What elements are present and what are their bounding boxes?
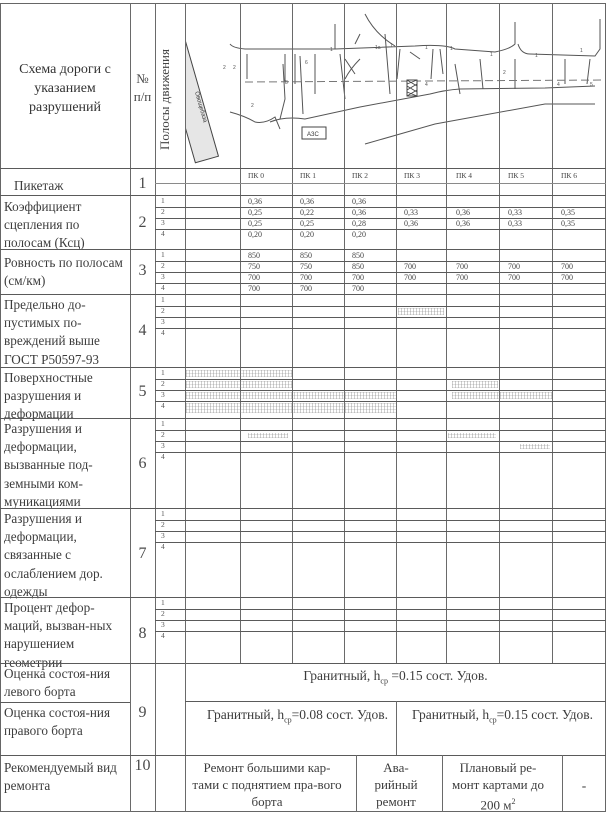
- cell-value: 0,33: [508, 219, 522, 228]
- lane-number: 2: [161, 261, 165, 270]
- lane-line: [155, 531, 606, 532]
- defect-marking: [248, 433, 288, 438]
- row-3-label: Ровность по полосам (см/км): [4, 255, 123, 289]
- col-line: [396, 3, 397, 663]
- cell-value: 700: [508, 273, 520, 282]
- curb-text: =0.15 сост. Удов.: [387, 668, 488, 683]
- col-line: [499, 3, 500, 663]
- lane-number: 2: [161, 430, 165, 439]
- row-line: [0, 755, 606, 756]
- row-7-number: 7: [138, 545, 147, 562]
- lane-number: 2: [161, 207, 165, 216]
- row-line: [0, 702, 130, 703]
- col-line: [344, 3, 345, 663]
- cell-value: 0,25: [248, 208, 262, 217]
- cell-value: 0,20: [352, 230, 366, 239]
- lane-number: 3: [161, 620, 165, 629]
- row-10-number: 10: [134, 757, 151, 774]
- row-2-number: 2: [138, 214, 147, 231]
- cell-value: 750: [248, 262, 260, 271]
- lane-number: 3: [161, 441, 165, 450]
- col-line: [552, 3, 553, 663]
- col-line: [155, 3, 156, 812]
- row-2-label: Коэффициент сцепления по полосам (Ксц): [4, 199, 85, 251]
- cell-value: 0,36: [352, 208, 366, 217]
- row-9-label-left: Оценка состоя-ния левого борта: [4, 666, 111, 700]
- left-curb-assessment: [185, 667, 606, 690]
- road-scheme-map: [185, 4, 605, 166]
- row-10-label: Рекомендуемый вид ремонта: [4, 760, 117, 794]
- cell-value: 700: [404, 273, 416, 282]
- road-edge-top: [230, 14, 600, 56]
- lane-line: [155, 261, 606, 262]
- cell-value: 700: [352, 273, 364, 282]
- svg-text:1a: 1a: [375, 45, 381, 51]
- defect-marking: [186, 392, 396, 399]
- row-5-label: Поверхностные разрушения и деформации: [4, 370, 93, 422]
- lane-number: 2: [161, 520, 165, 529]
- cell-value: 0,36: [404, 219, 418, 228]
- defect-marking: [520, 444, 550, 449]
- right-curb-assessment-b: [405, 706, 600, 729]
- curb-text: =0.08 сост. Удов.: [291, 707, 388, 722]
- cell-value: 0,36: [352, 197, 366, 206]
- defect-marking: [186, 381, 292, 388]
- lane-line: [155, 452, 606, 453]
- row-6-number: 6: [138, 455, 147, 472]
- lane-number: 4: [161, 542, 165, 551]
- defect-marking: [186, 370, 292, 377]
- lane-line: [155, 401, 606, 402]
- cell-value: 700: [300, 284, 312, 293]
- row-9-label-right: Оценка состоя-ния правого борта: [4, 705, 111, 739]
- svg-text:4: 4: [425, 82, 428, 88]
- lane-number: 1: [161, 368, 165, 377]
- picket-3: ПК 3: [404, 171, 421, 180]
- cell-value: 700: [561, 273, 573, 282]
- picket-2: ПК 2: [352, 171, 369, 180]
- col-line: [130, 3, 131, 812]
- repair-recommendation-b: Ава-рийный ремонт: [374, 760, 418, 809]
- cell-value: 0,36: [456, 208, 470, 217]
- col-line: [442, 755, 443, 812]
- svg-text:2: 2: [233, 65, 236, 71]
- curb-text: Гранитный, h: [412, 707, 490, 722]
- cell-value: 850: [300, 251, 312, 260]
- col-line: [292, 3, 293, 663]
- row-5-number: 5: [138, 383, 147, 400]
- lane-line: [155, 272, 606, 273]
- lane-line: [155, 542, 606, 543]
- cell-value: 0,35: [561, 219, 575, 228]
- lane-number: 1: [161, 250, 165, 259]
- cell-value: 0,20: [300, 230, 314, 239]
- col-line: [446, 3, 447, 663]
- row-7-label: Разрушения и деформации, связанные с ослаблением дор. одежды: [4, 511, 103, 599]
- row-4-label: Предельно до-пустимых по-вреждений выше ГОСТ Р50597-93: [4, 297, 100, 367]
- lane-number: 3: [161, 531, 165, 540]
- row-9-number: 9: [138, 704, 147, 721]
- defect-marking: [452, 392, 552, 399]
- right-curb-assessment-a: [200, 706, 395, 729]
- lane-number: 4: [161, 229, 165, 238]
- row-line: [0, 294, 606, 295]
- row-line: [0, 249, 606, 250]
- cell-value: 0,25: [300, 219, 314, 228]
- lane-number: 1: [161, 419, 165, 428]
- lane-number: 2: [161, 609, 165, 618]
- cell-value: 0,36: [300, 197, 314, 206]
- svg-text:1: 1: [330, 47, 333, 53]
- repair-recommendation-c: [448, 759, 548, 813]
- col-line: [185, 3, 186, 663]
- lanes-header: Полосы движения: [157, 49, 172, 150]
- curb-text: =0.15 сост. Удов.: [496, 707, 593, 722]
- cell-value: 850: [248, 251, 260, 260]
- curb-text: Гранитный, h: [303, 668, 381, 683]
- cell-value: 700: [508, 262, 520, 271]
- picket-0: ПК 0: [248, 171, 265, 180]
- lane-line: [155, 390, 606, 391]
- row-line: [0, 597, 606, 598]
- svg-text:2: 2: [251, 103, 254, 109]
- cell-value: 700: [248, 273, 260, 282]
- cell-value: 700: [404, 262, 416, 271]
- lane-line: [155, 283, 606, 284]
- station-label: АЗС: [307, 132, 319, 138]
- picket-6: ПК 6: [561, 171, 578, 180]
- cell-value: 0,35: [561, 208, 575, 217]
- lane-number: 3: [161, 390, 165, 399]
- cell-value: 0,20: [248, 230, 262, 239]
- repair-sup: 2: [511, 797, 516, 806]
- row-8-label: Процент дефор-маций, вызван-ных нарушением геометрии: [4, 600, 113, 670]
- building-ovoshchebaza: [185, 31, 218, 163]
- lane-number: 1: [161, 598, 165, 607]
- hatched-defect: [407, 80, 417, 96]
- svg-text:1: 1: [390, 43, 393, 49]
- map-marks: [223, 43, 593, 109]
- lane-line: [155, 620, 606, 621]
- row-line: [155, 183, 606, 184]
- curb-sub: ср: [380, 676, 388, 686]
- svg-text:1: 1: [425, 45, 428, 51]
- lane-number: 2: [161, 306, 165, 315]
- svg-text:1: 1: [535, 53, 538, 59]
- cell-value: 0,33: [404, 208, 418, 217]
- road-lower-line: [365, 104, 595, 144]
- lane-number: 4: [161, 452, 165, 461]
- lane-number: 4: [161, 328, 165, 337]
- building-label: Овощебаза: [193, 90, 208, 124]
- svg-text:1: 1: [490, 52, 493, 58]
- lane-line: [155, 520, 606, 521]
- cell-value: 750: [300, 262, 312, 271]
- picket-5: ПК 5: [508, 171, 525, 180]
- curb-text: Гранитный, h: [207, 707, 285, 722]
- defect-marking: [398, 308, 444, 315]
- repair-recommendation-a: Ремонт большими кар-тами с поднятием пра-вого борта: [192, 760, 342, 809]
- picket-1: ПК 1: [300, 171, 317, 180]
- lane-line: [155, 317, 606, 318]
- row-line: [0, 418, 606, 419]
- row-6-label: Разрушения и деформации, вызванные под-земными ком-муникациями: [4, 421, 93, 509]
- curb-sub: ср: [284, 715, 292, 725]
- lane-line: [155, 430, 606, 431]
- svg-text:4: 4: [557, 82, 560, 88]
- cell-value: 700: [352, 284, 364, 293]
- defect-marking: [186, 403, 396, 413]
- curb-sub: ср: [489, 715, 497, 725]
- cell-value: 850: [352, 251, 364, 260]
- lane-line: [155, 631, 606, 632]
- cell-value: 700: [300, 273, 312, 282]
- cell-value: 0,36: [456, 219, 470, 228]
- lane-number: 4: [161, 401, 165, 410]
- number-header: № п/п: [133, 71, 152, 104]
- svg-text:8: 8: [285, 80, 288, 86]
- picket-4: ПК 4: [456, 171, 473, 180]
- row-3-number: 3: [138, 262, 147, 279]
- defect-marking: [448, 433, 496, 438]
- row-line: [0, 195, 606, 196]
- gas-station: [302, 127, 326, 139]
- svg-text:2: 2: [503, 70, 506, 76]
- lane-number: 1: [161, 196, 165, 205]
- col-line: [240, 3, 241, 663]
- svg-text:1: 1: [450, 46, 453, 52]
- defect-marking: [452, 381, 498, 388]
- row-8-number: 8: [138, 625, 147, 642]
- lane-number: 3: [161, 272, 165, 281]
- lane-line: [155, 306, 606, 307]
- cell-value: 700: [561, 262, 573, 271]
- row-1-label: Пикетаж: [14, 178, 64, 193]
- svg-text:6: 6: [305, 60, 308, 66]
- cell-value: 0,33: [508, 208, 522, 217]
- col-line: [356, 755, 357, 812]
- side-road: [230, 64, 285, 129]
- row-1-number: 1: [138, 175, 147, 192]
- cell-value: 850: [352, 262, 364, 271]
- lane-number: 1: [161, 509, 165, 518]
- lane-number: 2: [161, 379, 165, 388]
- lane-number: 3: [161, 218, 165, 227]
- lane-number: 3: [161, 317, 165, 326]
- cell-value: 0,22: [300, 208, 314, 217]
- cell-value: 700: [248, 284, 260, 293]
- row-line: [0, 663, 606, 664]
- lane-line: [155, 218, 606, 219]
- lane-number: 4: [161, 631, 165, 640]
- repair-text: Плановый ре-монт картами до 200 м: [452, 760, 544, 813]
- row-line: [0, 367, 606, 368]
- svg-text:1: 1: [580, 48, 583, 54]
- repair-recommendation-d: -: [581, 778, 587, 793]
- row-line: [0, 508, 606, 509]
- lane-number: 1: [161, 295, 165, 304]
- lane-number: 4: [161, 283, 165, 292]
- scheme-title: Схема дороги с указанием разрушений: [19, 62, 111, 115]
- lane-line: [155, 229, 606, 230]
- cell-value: 0,36: [248, 197, 262, 206]
- lane-line: [155, 609, 606, 610]
- cell-value: 700: [456, 273, 468, 282]
- row-line: [0, 168, 606, 169]
- svg-text:2: 2: [223, 65, 226, 71]
- cell-value: 700: [456, 262, 468, 271]
- lane-line: [155, 328, 606, 329]
- lane-line: [155, 379, 606, 380]
- row-4-number: 4: [138, 322, 147, 339]
- lane-line: [155, 441, 606, 442]
- col-line: [396, 701, 397, 755]
- cell-value: 0,28: [352, 219, 366, 228]
- cell-value: 0,25: [248, 219, 262, 228]
- svg-text:5: 5: [590, 82, 593, 88]
- lane-line: [155, 207, 606, 208]
